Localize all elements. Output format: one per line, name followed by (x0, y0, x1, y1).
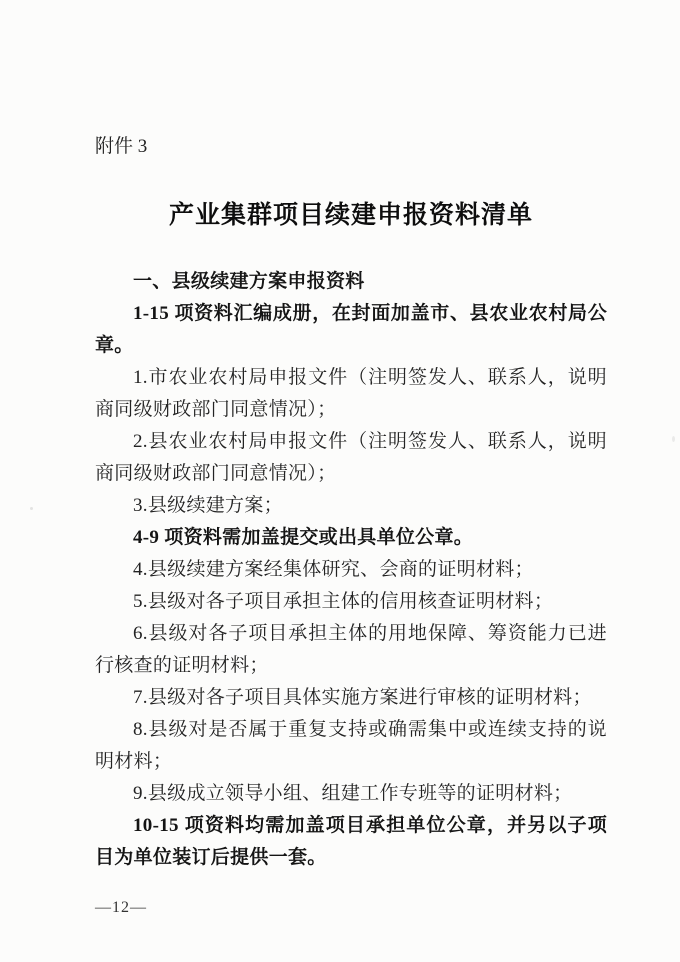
document-body (95, 266, 607, 874)
section-heading: 一、县级续建方案申报资料 (133, 271, 365, 292)
list-item-8: 8.县级对是否属于重复支持或确需集中或连续支持的说明材料； (95, 719, 607, 772)
scan-speck (672, 436, 675, 442)
list-item-9: 9.县级成立领导小组、组建工作专班等的证明材料； (133, 783, 573, 804)
page-number: —12— (95, 899, 147, 916)
note-items-4-9: 4-9 项资料需加盖提交或出具单位公章。 (133, 527, 474, 548)
note-items-10-15: 10-15 项资料均需加盖项目承担单位公章，并另以子项目为单位装订后提供一套。 (95, 815, 607, 868)
list-item-6: 6.县级对各子项目承担主体的用地保障、筹资能力已进行核查的证明材料； (95, 623, 607, 676)
list-item-5: 5.县级对各子项目承担主体的信用核查证明材料； (133, 591, 554, 612)
list-item-7: 7.县级对各子项目具体实施方案进行审核的证明材料； (133, 687, 592, 708)
document-title: 产业集群项目续建申报资料清单 (168, 202, 533, 229)
scan-speck (30, 507, 33, 510)
attachment-label: 附件 3 (95, 136, 148, 157)
list-item-2: 2.县农业农村局申报文件（注明签发人、联系人，说明商同级财政部门同意情况）； (95, 431, 607, 484)
note-items-1-15: 1-15 项资料汇编成册，在封面加盖市、县农业农村局公章。 (95, 303, 607, 356)
list-item-4: 4.县级续建方案经集体研究、会商的证明材料； (133, 559, 534, 580)
list-item-3: 3.县级续建方案； (133, 495, 283, 516)
list-item-1: 1.市农业农村局申报文件（注明签发人、联系人，说明商同级财政部门同意情况）； (95, 367, 607, 420)
